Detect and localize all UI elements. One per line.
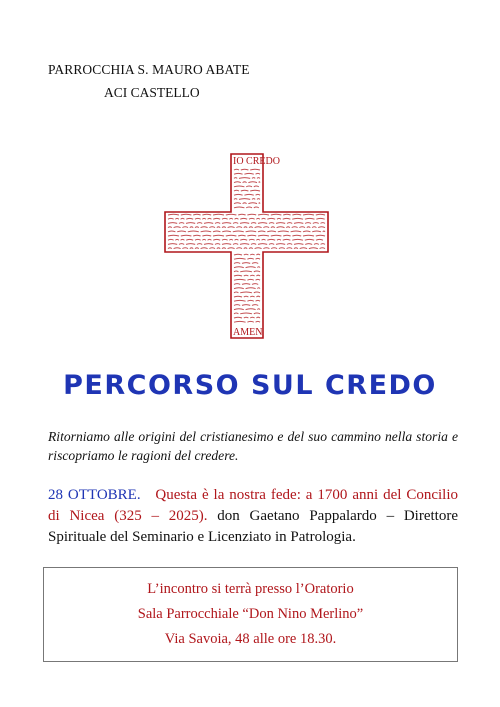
venue-line-2: Sala Parrocchiale “Don Nino Merlino” (137, 606, 364, 622)
event-speaker: don Gaetano Pappalardo – Direttore Spirituale del Seminario e Licenziato in Patrologia. (48, 508, 458, 545)
venue-box (43, 567, 458, 662)
event-topic: Questa è la nostra fede: a 1700 anni del Concilio di Nicea (325 – 2025). (48, 487, 458, 524)
venue-line-3: Via Savoia, 48 alle ore 18.30. (164, 631, 337, 647)
page-title: PERCORSO SUL CREDO (63, 370, 437, 401)
venue-line-1: L’incontro si terrà presso l’Oratorio (147, 581, 354, 597)
event-date: 28 OTTOBRE. (48, 487, 141, 503)
credo-cross-image (163, 152, 329, 340)
parish-name: PARROCCHIA S. MAURO ABATE (48, 62, 250, 77)
credo-cross-svg (163, 152, 329, 340)
intro-text: Ritorniamo alle origini del cristianesimo e del suo cammino nella storia e riscopriamo le ragioni del credere. (48, 429, 458, 463)
event-paragraph (48, 485, 458, 548)
cross-closing-text: AMEN (233, 327, 263, 338)
cross-opening-text: IO CREDO (233, 156, 280, 167)
parish-town: ACI CASTELLO (104, 85, 200, 100)
